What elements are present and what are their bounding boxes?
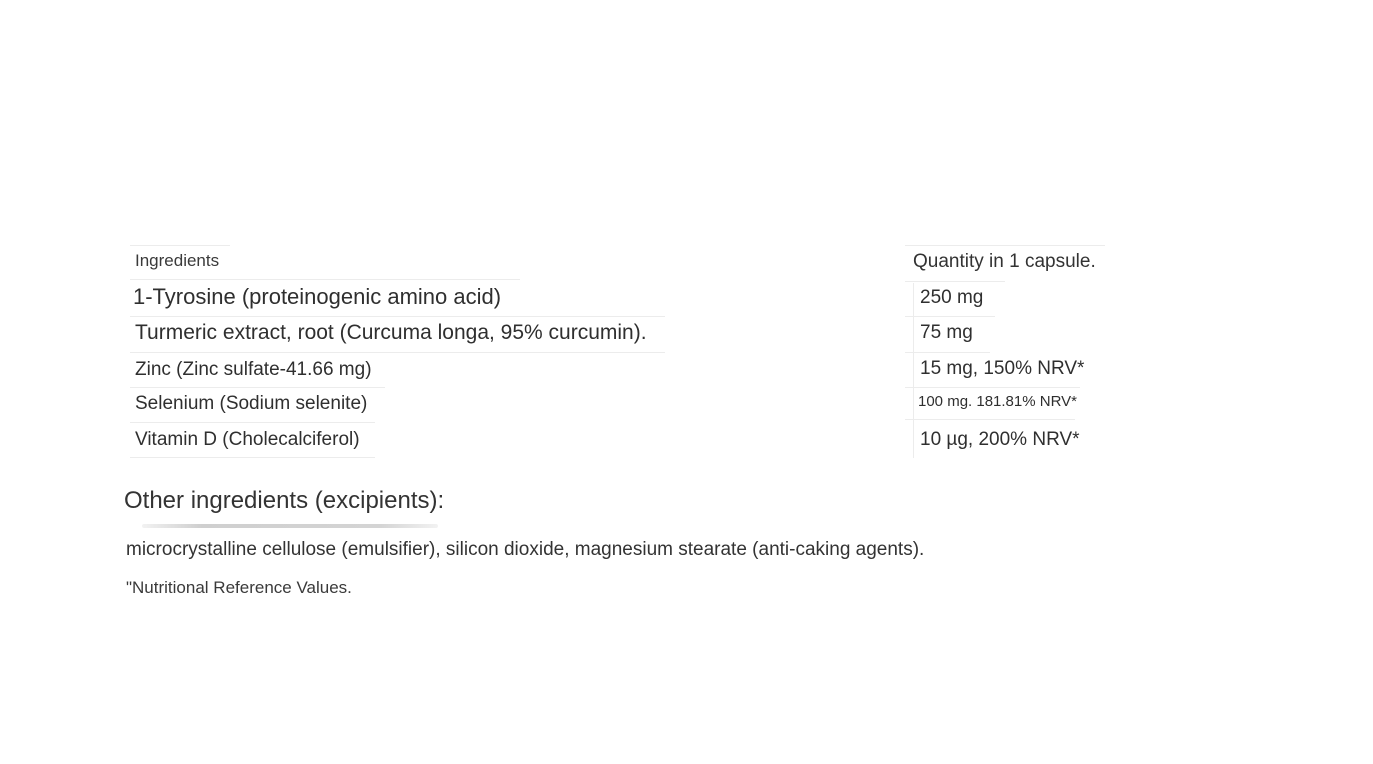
ingredient-cell: Vitamin D (Cholecalciferol) <box>135 429 360 450</box>
footnote: "Nutritional Reference Values. <box>126 578 352 597</box>
table-divider <box>130 279 520 280</box>
table-divider <box>130 352 665 353</box>
other-ingredients-text: microcrystalline cellulose (emulsifier), silicon dioxide, magnesium stearate (anti-caking agents). <box>126 539 925 560</box>
quantity-column-header: Quantity in 1 capsule. <box>913 251 1096 272</box>
ingredient-cell: Zinc (Zinc sulfate-41.66 mg) <box>135 359 372 380</box>
quantity-cell: 75 mg <box>920 322 973 343</box>
heading-underline <box>142 524 438 528</box>
other-ingredients-heading: Other ingredients (excipients): <box>124 487 445 514</box>
table-divider <box>905 316 995 317</box>
table-divider <box>905 352 990 353</box>
quantity-cell: 15 mg, 150% NRV* <box>920 358 1085 379</box>
ingredient-cell: 1-Tyrosine (proteinogenic amino acid) <box>133 284 502 309</box>
ingredients-column-header: Ingredients <box>135 251 220 270</box>
table-divider <box>905 245 1105 246</box>
quantity-cell: 250 mg <box>920 287 984 308</box>
table-divider <box>130 422 375 423</box>
table-divider <box>913 283 914 458</box>
table-divider <box>905 387 1080 388</box>
table-divider <box>130 316 665 317</box>
ingredient-cell: Selenium (Sodium selenite) <box>135 393 368 414</box>
table-divider <box>130 457 375 458</box>
quantity-cell: 10 µg, 200% NRV* <box>920 429 1080 450</box>
table-divider <box>130 387 385 388</box>
quantity-cell: 100 mg. 181.81% NRV* <box>918 393 1077 410</box>
table-divider <box>905 419 1075 420</box>
table-divider <box>130 245 230 246</box>
ingredient-cell: Turmeric extract, root (Curcuma longa, 95% curcumin). <box>135 321 647 344</box>
table-divider <box>905 281 1005 282</box>
